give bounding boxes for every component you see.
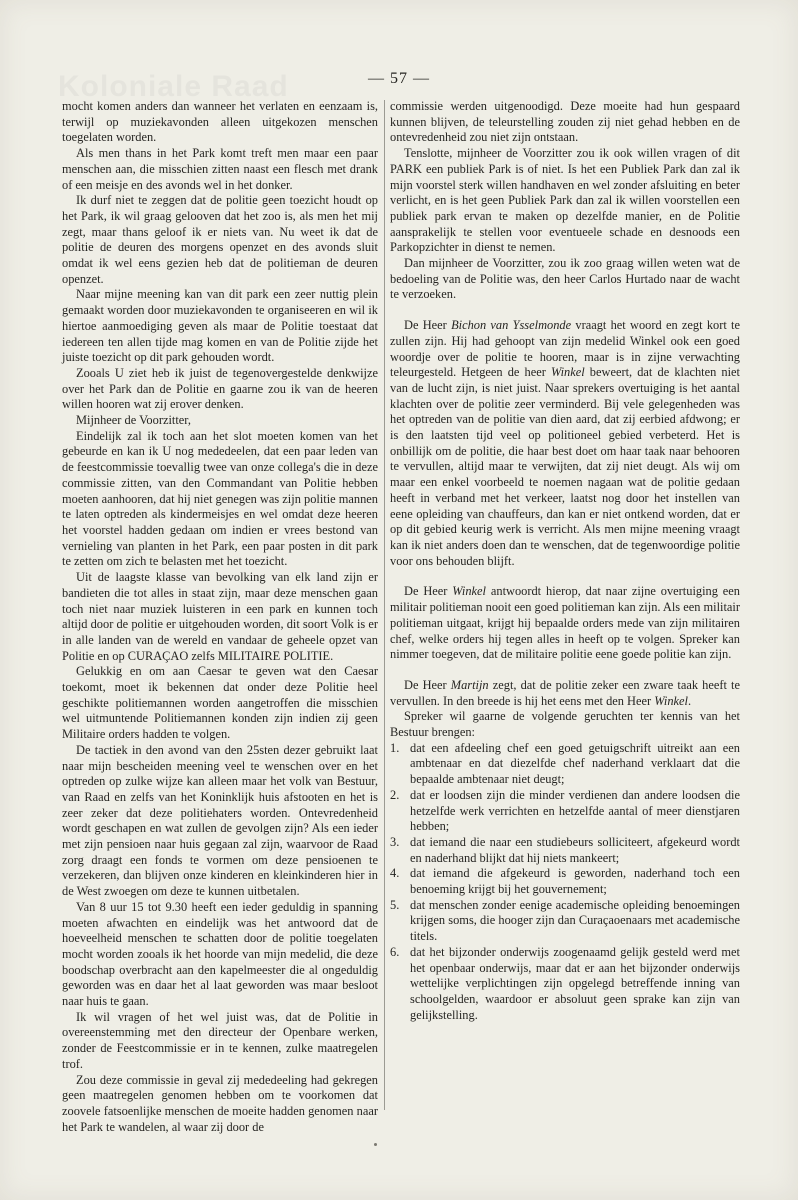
paragraph: commissie werden uitgenoodigd. Deze moeite had hun gespaard kunnen blijven, de teleurstelling zouden zij niet gehad hebben en de ontevredenheid zou niet zijn ontstaan. bbox=[390, 99, 740, 145]
ghost-header: Koloniale Raad bbox=[58, 70, 289, 103]
paragraph: Naar mijne meening kan van dit park een zeer nuttig plein gemaakt worden door muziekavonden te organiseeren en wil ik hiertoe aanmoediging geven als maar de Politie toestaat dat iedereen ten allen tijde mag komen en van de Politie zijde het juiste toezicht op dit park gehouden wordt. bbox=[62, 287, 378, 365]
page-dot bbox=[374, 1143, 377, 1146]
speech-bichon bbox=[390, 318, 740, 569]
speech-text: zegt, dat de politie zeker een zware taak heeft te vervullen. In den breede is hij het eens met den Heer bbox=[390, 677, 740, 708]
list-number: 2. bbox=[390, 787, 400, 802]
speaker-name: Winkel bbox=[452, 584, 486, 599]
speaker-name: Winkel bbox=[654, 693, 688, 708]
list-item bbox=[390, 835, 740, 866]
salutation: Mijnheer de Voorzitter, bbox=[76, 413, 192, 428]
right-column bbox=[390, 99, 740, 1023]
list-item bbox=[390, 741, 740, 788]
list-number: 1. bbox=[390, 740, 400, 755]
list-item bbox=[390, 945, 740, 1024]
speaker-name: Winkel bbox=[550, 365, 585, 380]
list-number: 5. bbox=[390, 897, 400, 912]
paragraph: mocht komen anders dan wanneer het verlaten en eenzaam is, terwijl op muziekavonden alleen uitgekozen menschen toegelaten worden. bbox=[62, 99, 378, 145]
paragraph: De tactiek in den avond van den 25sten dezer gebruikt laat naar mijn bescheiden meening veel te wenschen over en het optreden op zulke wijze kan alleen maar het volk van Bestuur, van Raad en zelfs van het Koninklijk huis afstooten en het is zeer zeker dat deze politiehaters worden. Ontevredenheid wordt geschapen en wat zullen de gevolgen zijn? Als een ieder met zijn pensioen naar huis gegaan zal zijn, waarvoor de Raad zorg draagt een fonds te vormen om deze pensioenen te verzekeren, dan blijven onze kinderen en kleinkinderen hier in de West zwoegen om deze te kunnen uitbetalen. bbox=[62, 742, 378, 899]
paragraph: Van 8 uur 15 tot 9.30 heeft een ieder geduldig in spanning moeten afwachten en eindelijk was het antwoord dat de hoeveelheid menschen te schatten door de politie toegelaten mocht worden zooals ik het hoorde van mijn medelid, die deze boodschap overbracht aan den kapelmeester die al ongeduldig geworden was en daar het al laat geworden was maar besloot naar huis te gaan. bbox=[62, 899, 378, 1009]
list-text: dat iemand die afgekeurd is geworden, naderhand toch een benoeming krijgt bij het gouvernement; bbox=[410, 866, 740, 897]
speech-martijn bbox=[390, 678, 740, 709]
paragraph: Als men thans in het Park komt treft men maar een paar menschen aan, die misschien zitten naast een flesch met drank of een meisje en des avonds wel in het donker. bbox=[62, 146, 378, 192]
speech-text: beweert, dat de klachten niet van de lucht zijn, is niet juist. Naar sprekers overtuiging is het aantal klachten over de politie zeer verminderd. Bij vele gelegenheden was het optreden van de politie van dien aard, dat zij eerbied afdwong; er is den laatsten tijd veel op politioneel gebied verbeterd. Het is onbillijk om de politie, die haar best doet om haar taak naar behooren te vervullen, altijd maar te verwijten, dat zij niet deugt. Als wij om maar een enkel voorbeeld te noemen nagaan wat de politie gedaan heeft in verband met het verkeer, laatst nog door het instellen van eene opleiding van chauffeurs, dan kan er niet ontkend worden, dat er op dit gebied keurig werk is verricht. Als men mijne meening vraagt kan ik niet anders doen dan te wenschen, dat de tegenwoordige politie voor ons behouden blijft. bbox=[390, 365, 740, 568]
list-item bbox=[390, 788, 740, 835]
paragraph: Tenslotte, mijnheer de Voorzitter zou ik ook willen vragen of dit PARK een publiek Park is of niet. Is het een Publiek Park dan zal ik mijn voorstel sterk willen handhaven en wel zonder afsluiting en beter verlicht, en is het geen Publiek Park dan zal ik willen voorstellen een publiek park ervan te maken op dezelfde manier, en de Politie aansprakelijk te stellen voor eventueele schade en desnoods een Parkopzichter in dienst te nemen. bbox=[390, 146, 740, 255]
speech-lead: De Heer bbox=[404, 677, 451, 692]
list-number: 6. bbox=[390, 944, 400, 959]
speech-lead: De Heer bbox=[404, 318, 452, 333]
paragraph: Dan mijnheer de Voorzitter, zou ik zoo graag willen weten wat de bedoeling van de Politie was, den heer Carlos Hurtado naar de wacht te verzoeken. bbox=[390, 256, 740, 302]
speech-winkel bbox=[390, 584, 740, 663]
list-item bbox=[390, 866, 740, 897]
paragraph: Uit de laagste klasse van bevolking van elk land zijn er bandieten die tot alles in staat zijn, maar deze menschen gaan toch niet naar muziek luisteren in een park en kunnen toch altijd door de politie er uitgehouden worden, dit soort Volk is er in alle landen van de wereld en vandaar de geheele opzet van Politie en op CURAÇAO zelfs MILITAIRE POLITIE. bbox=[62, 570, 378, 663]
paragraph: Zooals U ziet heb ik juist de tegenovergestelde denkwijze over het Park dan de Politie en gaarne zou ik van de heeren willen hooren wat zij erover denken. bbox=[62, 365, 378, 412]
list-text: dat iemand die naar een studiebeurs solliciteert, afgekeurd wordt en naderhand blijkt dat hij niets mankeert; bbox=[410, 834, 740, 865]
speech-text: . bbox=[687, 693, 692, 708]
paragraph: Ik wil vragen of het wel juist was, dat de Politie in overeenstemming met den directeur der Openbare werken, zonder de Feestcommissie er in te kennen, zulke maatregelen trof. bbox=[62, 1009, 378, 1071]
paragraph: Ik durf niet te zeggen dat de politie geen toezicht houdt op het Park, ik wil graag gelooven dat het zoo is, als men het mij zegt, maar thans geloof ik er niets van. Nu weet ik dat de politie de deuren des morgens openzet en des avonds sluit omdat ik wel eens gezien heb dat de politieman de deuren openzet. bbox=[62, 193, 378, 286]
list-text: dat er loodsen zijn die minder verdienen dan andere loodsen die hetzelfde werk verrichten en hetzelfde aantal of meer dienstjaren hebben; bbox=[410, 787, 740, 834]
page-number: — 57 — bbox=[368, 70, 430, 87]
list-text: dat een afdeeling chef een goed getuigschrift uitreikt aan een ambtenaar en dat diezelfde chef naderhand verklaart dat die bepaalde ambtenaar niet deugt; bbox=[410, 740, 740, 787]
list-number: 3. bbox=[390, 834, 400, 849]
speech-lead: De Heer bbox=[404, 584, 453, 599]
list-number: 4. bbox=[390, 866, 400, 881]
speaker-name: Martijn bbox=[450, 677, 489, 692]
paragraph: Eindelijk zal ik toch aan het slot moeten komen van het gebeurde en kan ik U nog mededeelen, dat een paar leden van de feestcommissie toevallig twee van onze collega's die in deze commissie zitten, van den Commandant van Politie hebben moeten aanhooren, dat hij niet genegen was zijn politie mannen te laten optreden als kindermeisjes en wel omdat deze heeren het voorstel hadden gedaan om indien er vrees bestond van vernieling van planten in het Park, een paar posten in dit park te zetten om zich te belasten met het toezicht. bbox=[62, 428, 378, 569]
list-text: dat het bijzonder onderwijs zoogenaamd gelijk gesteld werd met het openbaar onderwijs, maar dat er aan het bijzonder onderwijs wettelijke verplichtingen zijn opgelegd betreffende inning van schoolgelden, waardoor er absoluut geen sprake kan zijn van gelijkstelling. bbox=[410, 944, 740, 1022]
left-column bbox=[62, 99, 378, 1135]
column-divider bbox=[384, 100, 385, 1110]
rumour-list bbox=[390, 741, 740, 1024]
paragraph: Gelukkig en om aan Caesar te geven wat den Caesar toekomt, moet ik bekennen dat onder deze Politie heel geschikte politiemannen worden aangetroffen die misschien wel uitmuntende Politiemannen konden zijn indien zij geen Militaire orders hadden te volgen. bbox=[62, 664, 378, 742]
paragraph: Zou deze commissie in geval zij mededeeling had gekregen geen maatregelen genomen hebben om te voorkomen dat zoovele fatsoenlijke menschen de moeite hadden genomen naar het Park te wandelen, al waar zij door de bbox=[62, 1072, 378, 1134]
speech-text: vraagt het woord en zegt kort te zullen zijn. Hij had gehoopt van zijn medelid Winkel ook een goed woordje over de politie te hooren, maar is in zijne verwachting teleurgesteld. Hetgeen de heer bbox=[390, 318, 740, 380]
list-text: dat menschen zonder eenige academische opleiding benoemingen krijgen soms, die hooger zijn dan Curaçaoenaars met academische titels. bbox=[410, 897, 740, 944]
list-item bbox=[390, 898, 740, 945]
speaker-name: Bichon van Ysselmonde bbox=[451, 318, 572, 333]
speech-text: antwoordt hierop, dat naar zijne overtuiging een militair politieman nooit een goed politieman kan zijn. Als een militair politieman uitgaat, krijgt hij bepaalde orders mede van zijn militairen chef, welke orders hij tegen alles in heeft op te volgen. Spreker kan nimmer toegeven, dat de militaire politie eene goede politie kan zijn. bbox=[390, 584, 740, 662]
paragraph: Spreker wil gaarne de volgende geruchten ter kennis van het Bestuur brengen: bbox=[390, 709, 740, 740]
